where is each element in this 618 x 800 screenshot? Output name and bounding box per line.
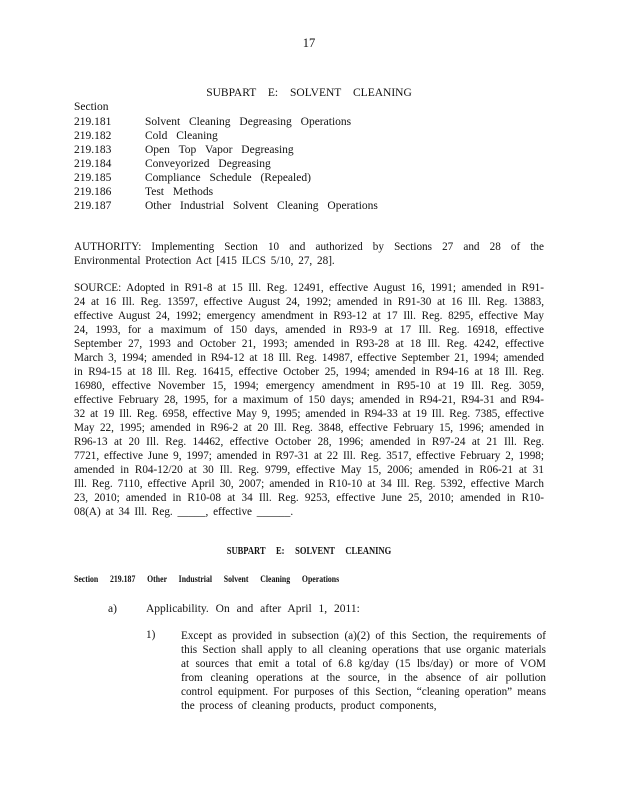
subpart-title-repeat: SUBPART E: SOLVENT CLEANING xyxy=(226,546,392,557)
toc-row xyxy=(74,171,378,185)
toc-number: 219.186 xyxy=(74,186,112,198)
toc-number: 219.182 xyxy=(74,130,112,142)
toc-title: Compliance Schedule (Repealed) xyxy=(145,172,311,184)
toc-title: Solvent Cleaning Degreasing Operations xyxy=(145,116,352,128)
subsection-a-1-label: 1) xyxy=(146,629,156,641)
toc-title: Cold Cleaning xyxy=(145,130,218,142)
toc-row xyxy=(74,143,378,157)
toc-title: Other Industrial Solvent Cleaning Operations xyxy=(145,200,378,212)
toc-number: 219.181 xyxy=(74,116,112,128)
toc-number: 219.183 xyxy=(74,144,112,156)
subsection-a-1 xyxy=(146,629,546,713)
subsection-a xyxy=(108,603,360,615)
toc-row xyxy=(74,129,378,143)
section-heading: Section 219.187 Other Industrial Solvent Cleaning Operations xyxy=(74,575,340,585)
toc-number: 219.187 xyxy=(74,200,112,212)
subsection-a-label: a) xyxy=(108,603,117,615)
toc-number: 219.184 xyxy=(74,158,112,170)
toc-title: Open Top Vapor Degreasing xyxy=(145,144,294,156)
subsection-a-1-text: Except as provided in subsection (a)(2) of this Section, the requirements of this Section shall apply to all cleaning operations that use organic materials at sources that emit a total of 6.8 kg/day (15 lbs/day) or more of VOM from cleaning operations at the source, in the absence of air pollution control equipment. For purposes of this Section, “cleaning operation” means the process of cleaning products, product components, xyxy=(181,630,546,712)
subsection-a-text: Applicability. On and after April 1, 2011: xyxy=(146,603,360,615)
authority-paragraph: AUTHORITY: Implementing Section 10 and authorized by Sections 27 and 28 of the Environmental Protection Act [415 ILCS 5/10, 27, 28]. xyxy=(74,241,544,267)
toc-number: 219.185 xyxy=(74,172,112,184)
toc-row xyxy=(74,115,378,129)
toc-row xyxy=(74,199,378,213)
source-paragraph: SOURCE: Adopted in R91-8 at 15 Ill. Reg. 12491, effective August 16, 1991; amended in R91-24 at 16 Ill. Reg. 13597, effective August 24, 1992; amended in R91-30 at 16 Ill. Reg. 13883, effective August 24, 1992; emergency amendment in R93-12 at 17 Ill. Reg. 8295, effective May 24, 1993, for a maximum of 150 days, amended in R93-9 at 17 Ill. Reg. 16918, effective September 27, 1993 and October 21, 1993; amended in R93-28 at 18 Ill. Reg. 4242, effective March 3, 1994; amended in R94-12 at 18 Ill. Reg. 14987, effective September 21, 1994; amended in R94-15 at 18 Ill. Reg. 16415, effective October 25, 1994; amended in R94-16 at 18 Ill. Reg. 16980, effective November 15, 1994; emergency amendment in R95-10 at 19 Ill. Reg. 3059, effective February 28, 1995, for a maximum of 150 days; amended in R94-21, R94-31 and R94-32 at 19 Ill. Reg. 6958, effective May 9, 1995; amended in R94-33 at 19 Ill. Reg. 7385, effective May 22, 1995; amended in R96-2 at 20 Ill. Reg. 3848, effective February 15, 1996; amended in R96-13 at 20 Ill. Reg. 14462, effective October 28, 1996; amended in R97-24 at 21 Ill. Reg. 7721, effective June 9, 1997; amended in R97-31 at 22 Ill. Reg. 3517, effective February 2, 1998; amended in R04-12/20 at 30 Ill. Reg. 9799, effective May 15, 2006; amended in R06-21 at 31 Ill. Reg. 7110, effective April 30, 2007; amended in R10-10 at 34 Ill. Reg. 5392, effective March 23, 2010; amended in R10-08 at 34 Ill. Reg. 9253, effective June 25, 2010; amended in R10-08(A) at 34 Ill. Reg. _____, effective ______. xyxy=(74,282,544,518)
subpart-title: SUBPART E: SOLVENT CLEANING xyxy=(206,87,412,99)
toc-row xyxy=(74,185,378,199)
section-label: Section xyxy=(74,101,109,113)
toc-title: Test Methods xyxy=(145,186,214,198)
toc-row xyxy=(74,157,378,171)
page-number: 17 xyxy=(302,36,316,50)
toc-title: Conveyorized Degreasing xyxy=(145,158,271,170)
table-of-contents xyxy=(74,115,378,213)
